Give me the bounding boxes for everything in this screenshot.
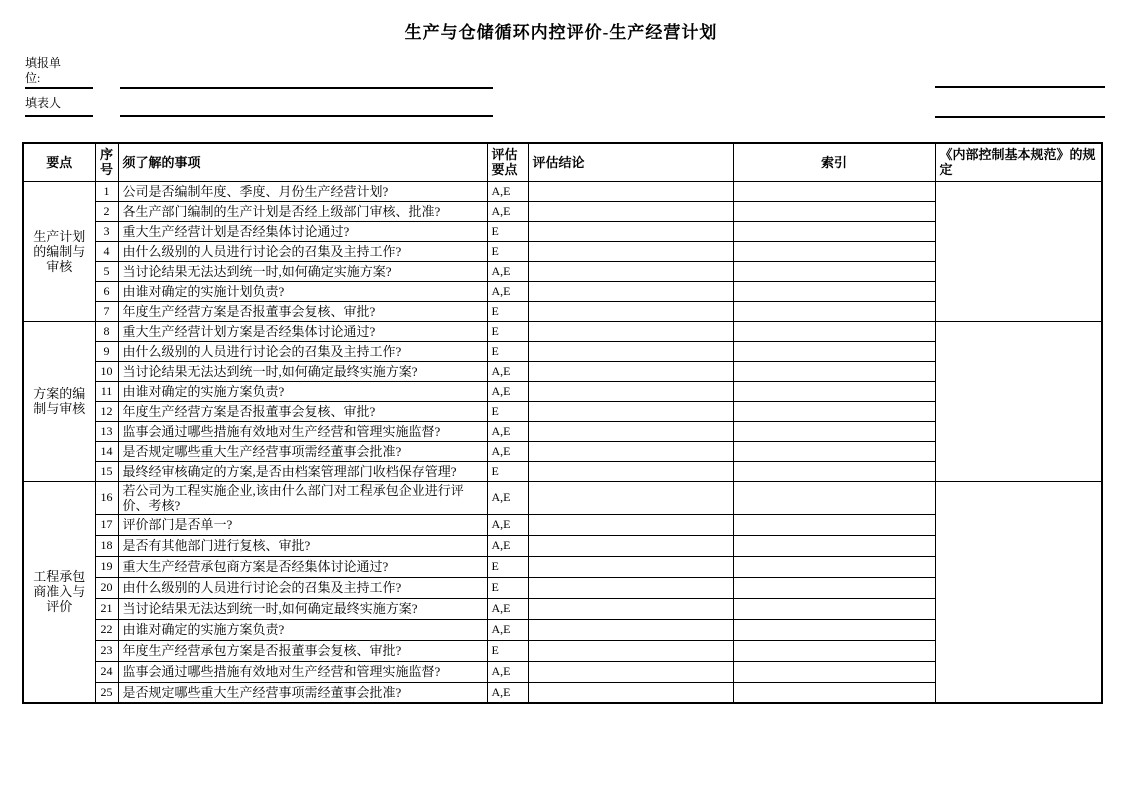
assess-point-cell: E <box>487 401 528 421</box>
conclusion-input-cell[interactable] <box>528 321 733 341</box>
assess-point-cell: E <box>487 301 528 321</box>
assess-point-cell: A,E <box>487 181 528 201</box>
reporting-unit-right-input-line[interactable] <box>935 86 1105 88</box>
index-input-cell[interactable] <box>733 421 935 441</box>
conclusion-input-cell[interactable] <box>528 441 733 461</box>
conclusion-input-cell[interactable] <box>528 261 733 281</box>
index-input-cell[interactable] <box>733 201 935 221</box>
conclusion-input-cell[interactable] <box>528 514 733 535</box>
row-number-cell: 12 <box>95 401 118 421</box>
row-number-cell: 17 <box>95 514 118 535</box>
conclusion-input-cell[interactable] <box>528 682 733 703</box>
assess-point-cell: A,E <box>487 361 528 381</box>
index-input-cell[interactable] <box>733 535 935 556</box>
item-text-cell: 由什么级别的人员进行讨论会的召集及主持工作? <box>118 577 487 598</box>
conclusion-input-cell[interactable] <box>528 361 733 381</box>
group-label-cell: 方案的编制与审核 <box>23 321 95 481</box>
reporting-unit-label-underline <box>25 87 93 89</box>
row-number-cell: 23 <box>95 640 118 661</box>
conclusion-input-cell[interactable] <box>528 341 733 361</box>
index-input-cell[interactable] <box>733 577 935 598</box>
table-row <box>23 321 1102 341</box>
row-number-cell: 5 <box>95 261 118 281</box>
item-text-cell: 当讨论结果无法达到统一时,如何确定最终实施方案? <box>118 361 487 381</box>
item-text-cell: 年度生产经营方案是否报董事会复核、审批? <box>118 301 487 321</box>
assess-point-cell: A,E <box>487 514 528 535</box>
item-text-cell: 监事会通过哪些措施有效地对生产经营和管理实施监督? <box>118 421 487 441</box>
assess-point-cell: E <box>487 221 528 241</box>
index-input-cell[interactable] <box>733 682 935 703</box>
conclusion-input-cell[interactable] <box>528 301 733 321</box>
item-text-cell: 监事会通过哪些措施有效地对生产经营和管理实施监督? <box>118 661 487 682</box>
item-text-cell: 是否规定哪些重大生产经营事项需经董事会批准? <box>118 682 487 703</box>
item-text-cell: 当讨论结果无法达到统一时,如何确定实施方案? <box>118 261 487 281</box>
assess-point-cell: E <box>487 341 528 361</box>
conclusion-input-cell[interactable] <box>528 619 733 640</box>
index-input-cell[interactable] <box>733 341 935 361</box>
index-input-cell[interactable] <box>733 381 935 401</box>
assess-point-cell: A,E <box>487 682 528 703</box>
index-input-cell[interactable] <box>733 556 935 577</box>
header-key-point: 要点 <box>23 143 95 181</box>
assess-point-cell: A,E <box>487 619 528 640</box>
header-conclusion: 评估结论 <box>528 143 733 181</box>
index-input-cell[interactable] <box>733 301 935 321</box>
assess-point-cell: A,E <box>487 281 528 301</box>
table-row <box>23 481 1102 514</box>
index-input-cell[interactable] <box>733 281 935 301</box>
assess-point-cell: A,E <box>487 598 528 619</box>
reporting-unit-input-line[interactable] <box>120 87 493 89</box>
header-regulation: 《内部控制基本规范》的规定 <box>935 143 1102 181</box>
assess-point-cell: A,E <box>487 381 528 401</box>
conclusion-input-cell[interactable] <box>528 535 733 556</box>
row-number-cell: 11 <box>95 381 118 401</box>
table-row <box>23 181 1102 201</box>
conclusion-input-cell[interactable] <box>528 381 733 401</box>
assess-point-cell: A,E <box>487 535 528 556</box>
assess-point-cell: A,E <box>487 421 528 441</box>
index-input-cell[interactable] <box>733 241 935 261</box>
assess-point-cell: E <box>487 640 528 661</box>
row-number-cell: 2 <box>95 201 118 221</box>
conclusion-input-cell[interactable] <box>528 461 733 481</box>
assess-point-cell: A,E <box>487 201 528 221</box>
item-text-cell: 重大生产经营计划是否经集体讨论通过? <box>118 221 487 241</box>
conclusion-input-cell[interactable] <box>528 481 733 514</box>
header-row <box>23 143 1102 181</box>
index-input-cell[interactable] <box>733 441 935 461</box>
row-number-cell: 3 <box>95 221 118 241</box>
row-number-cell: 7 <box>95 301 118 321</box>
item-text-cell: 评价部门是否单一? <box>118 514 487 535</box>
index-input-cell[interactable] <box>733 181 935 201</box>
preparer-right-input-line[interactable] <box>935 116 1105 118</box>
table-body <box>23 181 1102 703</box>
conclusion-input-cell[interactable] <box>528 577 733 598</box>
index-input-cell[interactable] <box>733 321 935 341</box>
assess-point-cell: A,E <box>487 481 528 514</box>
regulation-input-cell[interactable] <box>935 321 1102 481</box>
group-label-cell: 生产计划的编制与审核 <box>23 181 95 321</box>
item-text-cell: 重大生产经营计划方案是否经集体讨论通过? <box>118 321 487 341</box>
index-input-cell[interactable] <box>733 461 935 481</box>
index-input-cell[interactable] <box>733 514 935 535</box>
item-text-cell: 当讨论结果无法达到统一时,如何确定最终实施方案? <box>118 598 487 619</box>
reporting-unit-label: 填报单位: <box>25 56 62 85</box>
row-number-cell: 10 <box>95 361 118 381</box>
group-label-cell: 工程承包商准入与评价 <box>23 481 95 703</box>
index-input-cell[interactable] <box>733 481 935 514</box>
conclusion-input-cell[interactable] <box>528 640 733 661</box>
preparer-label: 填表人 <box>25 96 62 110</box>
conclusion-input-cell[interactable] <box>528 181 733 201</box>
index-input-cell[interactable] <box>733 619 935 640</box>
conclusion-input-cell[interactable] <box>528 201 733 221</box>
regulation-input-cell[interactable] <box>935 181 1102 321</box>
row-number-cell: 13 <box>95 421 118 441</box>
index-input-cell[interactable] <box>733 640 935 661</box>
item-text-cell: 年度生产经营承包方案是否报董事会复核、审批? <box>118 640 487 661</box>
assess-point-cell: E <box>487 461 528 481</box>
index-input-cell[interactable] <box>733 261 935 281</box>
assess-point-cell: A,E <box>487 261 528 281</box>
assess-point-cell: A,E <box>487 661 528 682</box>
index-input-cell[interactable] <box>733 221 935 241</box>
header-item: 须了解的事项 <box>118 143 487 181</box>
item-text-cell: 若公司为工程实施企业,该由什么部门对工程承包企业进行评价、考核? <box>118 481 487 514</box>
assess-point-cell: E <box>487 321 528 341</box>
item-text-cell: 是否有其他部门进行复核、审批? <box>118 535 487 556</box>
item-text-cell: 最终经审核确定的方案,是否由档案管理部门收档保存管理? <box>118 461 487 481</box>
header-seq: 序号 <box>95 143 118 181</box>
preparer-input-line[interactable] <box>120 115 493 117</box>
row-number-cell: 20 <box>95 577 118 598</box>
row-number-cell: 21 <box>95 598 118 619</box>
row-number-cell: 22 <box>95 619 118 640</box>
row-number-cell: 16 <box>95 481 118 514</box>
table-header <box>23 143 1102 181</box>
item-text-cell: 公司是否编制年度、季度、月份生产经营计划? <box>118 181 487 201</box>
conclusion-input-cell[interactable] <box>528 221 733 241</box>
row-number-cell: 4 <box>95 241 118 261</box>
regulation-input-cell[interactable] <box>935 481 1102 703</box>
row-number-cell: 24 <box>95 661 118 682</box>
conclusion-input-cell[interactable] <box>528 661 733 682</box>
row-number-cell: 14 <box>95 441 118 461</box>
item-text-cell: 由什么级别的人员进行讨论会的召集及主持工作? <box>118 241 487 261</box>
index-input-cell[interactable] <box>733 598 935 619</box>
conclusion-input-cell[interactable] <box>528 598 733 619</box>
item-text-cell: 年度生产经营方案是否报董事会复核、审批? <box>118 401 487 421</box>
index-input-cell[interactable] <box>733 401 935 421</box>
assess-point-cell: A,E <box>487 441 528 461</box>
item-text-cell: 是否规定哪些重大生产经营事项需经董事会批准? <box>118 441 487 461</box>
row-number-cell: 9 <box>95 341 118 361</box>
evaluation-table <box>22 142 1103 704</box>
row-number-cell: 6 <box>95 281 118 301</box>
header-assess-point: 评估要点 <box>487 143 528 181</box>
row-number-cell: 18 <box>95 535 118 556</box>
assess-point-cell: E <box>487 577 528 598</box>
row-number-cell: 8 <box>95 321 118 341</box>
index-input-cell[interactable] <box>733 661 935 682</box>
conclusion-input-cell[interactable] <box>528 556 733 577</box>
header-index: 索引 <box>733 143 935 181</box>
conclusion-input-cell[interactable] <box>528 281 733 301</box>
index-input-cell[interactable] <box>733 361 935 381</box>
conclusion-input-cell[interactable] <box>528 421 733 441</box>
item-text-cell: 各生产部门编制的生产计划是否经上级部门审核、批准? <box>118 201 487 221</box>
assess-point-cell: E <box>487 241 528 261</box>
conclusion-input-cell[interactable] <box>528 241 733 261</box>
item-text-cell: 重大生产经营承包商方案是否经集体讨论通过? <box>118 556 487 577</box>
item-text-cell: 由什么级别的人员进行讨论会的召集及主持工作? <box>118 341 487 361</box>
item-text-cell: 由谁对确定的实施方案负责? <box>118 381 487 401</box>
row-number-cell: 15 <box>95 461 118 481</box>
row-number-cell: 25 <box>95 682 118 703</box>
conclusion-input-cell[interactable] <box>528 401 733 421</box>
page-title: 生产与仓储循环内控评价-生产经营计划 <box>404 23 718 42</box>
row-number-cell: 19 <box>95 556 118 577</box>
item-text-cell: 由谁对确定的实施计划负责? <box>118 281 487 301</box>
item-text-cell: 由谁对确定的实施方案负责? <box>118 619 487 640</box>
row-number-cell: 1 <box>95 181 118 201</box>
preparer-label-underline <box>25 115 93 117</box>
assess-point-cell: E <box>487 556 528 577</box>
